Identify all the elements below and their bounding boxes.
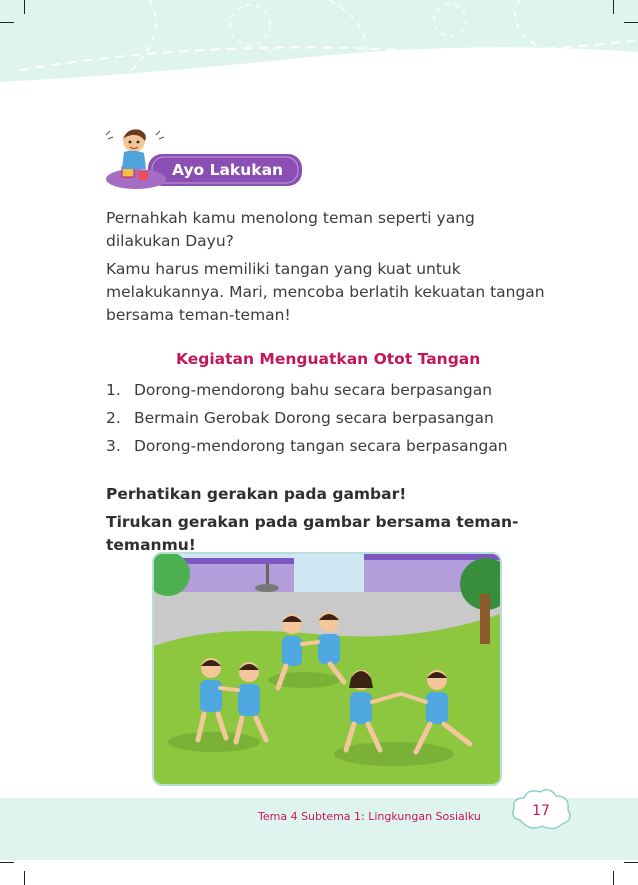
crop-mark (613, 871, 614, 885)
activity-badge-label: Ayo Lakukan (172, 161, 284, 179)
crop-mark (613, 0, 614, 14)
crop-mark (24, 0, 25, 14)
list-item-number: 3. (106, 437, 121, 455)
activity-list (106, 376, 508, 460)
crop-mark (24, 871, 25, 885)
list-item (106, 376, 508, 404)
list-item-text: Dorong-mendorong bahu secara berpasangan (134, 381, 493, 399)
instruction-observe: Perhatikan gerakan pada gambar! (106, 485, 407, 503)
activity-title: Kegiatan Menguatkan Otot Tangan (176, 350, 481, 368)
intro-question: Pernahkah kamu menolong teman seperti yang dilakukan Dayu? (106, 209, 475, 250)
children-pushing-illustration (152, 552, 502, 786)
list-item (106, 404, 508, 432)
intro-statement: Kamu harus memiliki tangan yang kuat untuk melakukannya. Mari, mencoba berlatih kekuatan tangan bersama teman-teman! (106, 260, 545, 324)
list-item-text: Bermain Gerobak Dorong secara berpasangan (134, 409, 494, 427)
list-item-number: 2. (106, 409, 121, 427)
page-number: 17 (532, 803, 550, 819)
crop-mark (624, 22, 638, 23)
instruction-imitate: Tirukan gerakan pada gambar bersama teman-temanmu! (106, 513, 519, 554)
header-decoration (0, 0, 638, 95)
list-item-number: 1. (106, 381, 121, 399)
crop-mark (0, 22, 14, 23)
list-item (106, 432, 508, 460)
footer-theme-text: Tema 4 Subtema 1: Lingkungan Sosialku (258, 810, 481, 823)
list-item-text: Dorong-mendorong tangan secara berpasangan (134, 437, 508, 455)
child-stacking-blocks-icon (104, 125, 172, 191)
crop-mark (624, 862, 638, 863)
crop-mark (0, 862, 14, 863)
